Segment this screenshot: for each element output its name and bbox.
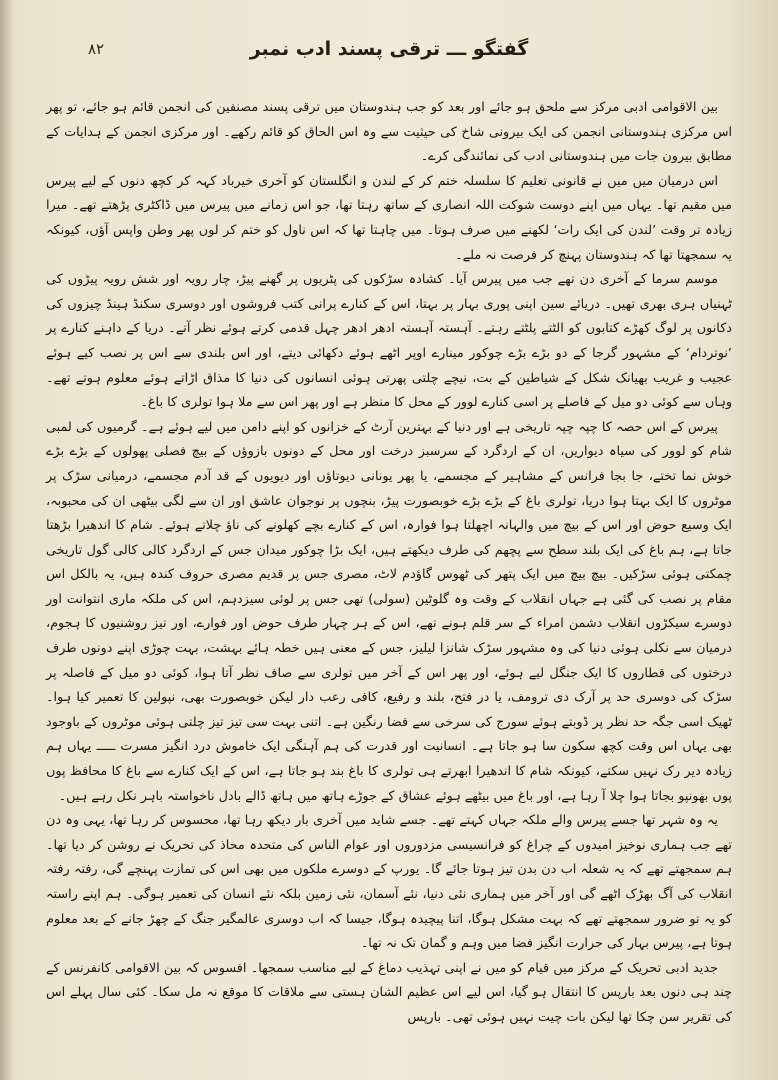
page-gutter-shadow xyxy=(0,0,14,1080)
paragraph: بین الاقوامی ادبی مرکز سے ملحق ہو جائے اور بعد کو جب ہندوستان میں ترقی پسند مصنفین کی انجمن قائم ہو جائے، تو پھر اس مرکزی ہندوستانی انجمن کی ایک بیرونی شاخ کی حیثیت سے وہ اس الحاق کو قائم رکھے۔ اور مرکزی انجمن کے ہدایات کے مطابق بیرون جات میں ہندوستانی ادب کی نمائندگی کرے۔ xyxy=(46,100,732,165)
paragraph: اس درمیان میں میں نے قانونی تعلیم کا سلسلہ ختم کر کے لندن و انگلستان کو آخری خیرباد کہہ کر کچھ دنوں کے لیے پیرس میں مقیم تھا۔ یہاں میں اپنے دوست شوکت اللہ انصاری کے ساتھ رہتا تھا، جو اس زمانے میں پیرس میں ڈاکٹری پڑھتے تھے۔ میرا زیادہ تر وقت ’لندن کی ایک رات‘ لکھنے میں صرف ہوتا۔ میں چاہتا تھا کہ اس ناول کو ختم کر لوں پھر وطن واپس آؤں، کیونکہ یہ سمجھتا تھا کہ ہندوستان پہنچ کر فرصت نہ ملے۔ xyxy=(46,173,732,263)
body-text xyxy=(46,96,732,1040)
paragraph: موسم سرما کے آخری دن تھے جب میں پیرس آیا۔ کشادہ سڑکوں کی پٹریوں پر گھنے پیڑ، چار رویہ اور شش رویہ پیڑوں کی ٹہنیاں ہری بھری تھیں۔ دریائے سین اپنی پوری بہار پر بہتا، اس کے کنارے پرانی کتب فروشوں اور دوسری سکنڈ ہینڈ چیزوں کی دکانوں پر لوگ کھڑے کتابوں کو الٹتے پلٹتے رہتے۔ آہستہ آہستہ ادھر ادھر چہل قدمی کرتے ہوئے نظر آتے۔ دریا کے داہنے کنارے پر ’نوتردام‘ کے مشہور گرجا کے دو بڑے بڑے چوکور مینارے اوپر اٹھے ہوئے دکھائی دیتے، اور اس بلندی سے اس پر نصب کیے ہوئے عجیب و غریب بھیانک شکل کے شیاطین کے بت، نیچے چلتی پھرتی ہوئی انسانوں کی دنیا کا مذاق اڑاتے ہوئے معلوم ہوتے تھے۔ وہاں سے کوئی دو میل کے فاصلے پر اسی کنارے لوور کے محل کا منظر ہے اور پھر اس سے ملا ہوا تولری کا باغ۔ xyxy=(46,272,732,411)
paragraph: یہ وہ شہر تھا جسے پیرس والے ملکہ جہاں کہتے تھے۔ جسے شاید میں آخری بار دیکھ رہا تھا، محسوس کر رہا تھا، یہی وہ دن تھے جب ہماری نوخیز امیدوں کے چراغ کو فرانسیسی مزدوروں اور عوام الناس کی متحدہ محاذ کی تحریک نے روشن کر دیا تھا۔ ہم سمجھتے تھے کہ یہ شعلہ اب دن بدن تیز ہوتا جائے گا۔ یورپ کے دوسرے ملکوں میں بھی اس کی تمازت پہنچے گی، رفتہ رفتہ انقلاب کی آگ بھڑک اٹھے گی اور آخر میں ہماری نئی دنیا، نئے آسمان، نئی زمین بلکہ نئے انسان کی تعمیر ہوگی۔ ہم اپنے راستہ کو یہ تو ضرور سمجھتے تھے کہ بہت مشکل ہوگا، اتنا پیچیدہ ہوگا، جیسا کہ اب دوسری عالمگیر جنگ کے چھڑ جانے کے بعد معلوم ہوتا ہے، پیرس بہار کی حرارت انگیز فضا میں وہم و گمان تک نہ تھا۔ xyxy=(46,813,732,952)
running-head: گفتگو ـــ ترقی پسند ادب نمبر xyxy=(249,38,529,60)
paragraph: پیرس کے اس حصہ کا چپہ چپہ تاریخی ہے اور دنیا کے بہترین آرٹ کے خزانوں کو اپنے دامن میں لیے ہوئے ہے۔ گرمیوں کی لمبی شام کو لوور کی سیاہ دیواریں، ان کے اردگرد کے سرسبز درخت اور محل کے دونوں بازوؤں کے بیچ فصلی پھولوں کے بڑے بڑے خوش نما تختے، جا بجا فرانس کے مشاہیر کے مجسمے، یا پھر یونانی دیوتاؤں اور دیویوں کے قد آدم مجسمے، درمیانی سڑک پر موٹروں کا ایک بہتا ہوا دریا، تولری باغ کے بڑے بڑے خوبصورت پیڑ، بنچوں پر نوجوان عاشق اور ان سے لگی بیٹھی ان کی محبوبہ، ایک وسیع حوض اور اس کے بیچ میں والہانہ اچھلتا ہوا فوارہ، اس کے کنارے بچے کھلونے کی ناؤ چلاتے ہوئے۔ شام کا اندھیرا بڑھتا جاتا ہے، ہم باغ کی ایک بلند سطح سے پچھم کی طرف دیکھتے ہیں، ایک بڑا چوکور میدان جس کے اردگرد کالی کالی گول تاریخی چمکتی ہوئی سڑکیں۔ بیچ بیچ میں ایک پتھر کی ٹھوس گاؤدم لاٹ، مصری جس پر قدیم مصری حروف کندہ ہیں، یہ بالکل اس مقام پر نصب کی گئی ہے جہاں انقلاب کے وقت وہ گلوٹین (سولی) تھی جس پر لوئی سیزدہم، اس کی ملکہ ماری انتوانت اور دوسرے سیکڑوں انقلاب دشمن امراء کے سر قلم ہونے تھے، اس کے ہر چہار طرف حوض اور فوارے، اور تیز روشنیوں کا ہجوم، درمیان سے نکلی ہوئی دنیا کی وہ مشہور سڑک شانزا لیلیز، جس کے معنی ہیں خطہ ہائے بہشت، بہت چوڑی اپنے دونوں طرف درختوں کی قطاروں کا ایک جنگل لیے ہوئے، اور پھر اس کے آخر میں تولری سے صاف نظر آتا ہوا، کوئی دو میل کے فاصلہ پر سڑک کی دوسری حد پر آرک دی ترومف، یا در فتح، بلند و رفیع، کافی رعب دار لیکن خوبصورت بھی، نپولین کا تعمیر کیا ہوا۔ ٹھیک اسی جگہ حد نظر پر ڈوبتے ہوئے سورج کی سرخی سے فضا رنگین ہے۔ اتنی بہت سی تیز تیز چلتی ہوئی موٹروں کے باوجود بھی یہاں اس وقت کچھ سکون سا ہو جاتا ہے۔ انسانیت اور قدرت کی ہم آہنگی ایک خاموش درد انگیز مسرت ـــــ یہاں ہم زیادہ دیر رک نہیں سکتے، کیونکہ شام کا اندھیرا ابھرتے ہی تولری کا باغ بند ہو جاتا ہے، اس کے ایک کنارے سے باغ کا محافظ پوں پوں بھونپو بجاتا ہوا چلا آ رہا ہے، اور باغ میں بیٹھے ہوئے عشاق کے جوڑے ہاتھ میں ہاتھ ڈالے بادل ناخواستہ باہر نکل رہے ہیں۔ xyxy=(46,419,732,804)
page-number: ٨٢ xyxy=(88,40,105,58)
paragraph: جدید ادبی تحریک کے مرکز میں قیام کو میں نے اپنی تہذیب دماغ کے لیے مناسب سمجھا۔ افسوس کہ بین الاقوامی کانفرنس کے چند ہی دنوں بعد بارپس کا انتقال ہو گیا، اس لیے اس عظیم الشان ہستی سے ملاقات کا موقع نہ مل سکا۔ کئی سال پہلے اس کی تقریر سن چکا تھا لیکن بات چیت نہیں ہوئی تھی۔ بارپس xyxy=(46,960,732,1025)
